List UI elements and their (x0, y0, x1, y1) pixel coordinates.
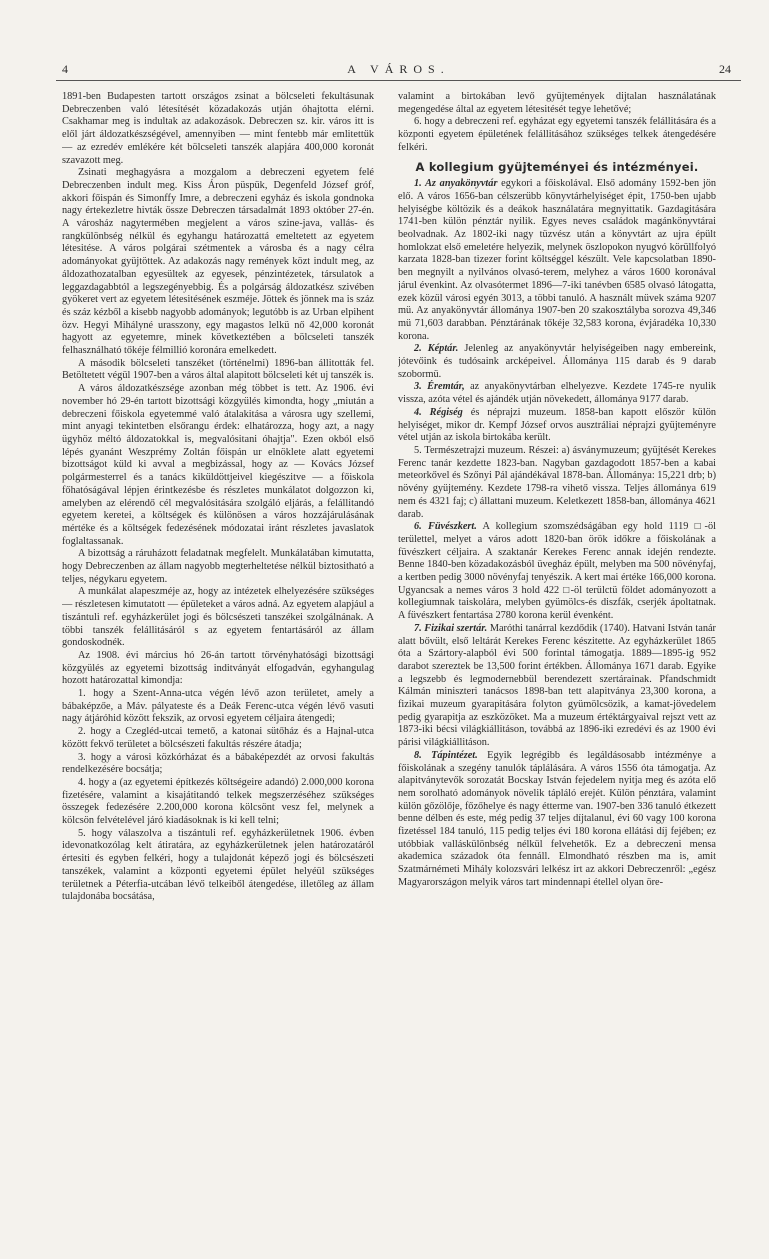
paragraph: A munkálat alapeszméje az, hogy az intézetek elhelyezésére szükséges — részletesen kimutatott — épületeket a város adná. Az egyetem alapjául a tiszántuli ref. egyházkerület jogi és bölcsészeti tanszékei szolgálnának. A többi tanszék felállitásáról s az egyetem fentartásáról az állam gondoskodnék. (62, 586, 374, 649)
item-text: Természetrajzi muzeum. Részei: a) ásványmuzeum; gyüjtését Kerekes Ferenc tanár kezdette 1823-ban. Nagyban gazdagodott 1857-ben a kabai meteorkővel és Szőnyi Pál ajándékával 1878-ban. Állománya: 15,221 drb; b) növény gyüjtemény. Kezdete 1798-ra vihető vissza. Teljes állománya 619 nem és 4321 faj; c) állattani muzeum. Keletkezett 1858-ban, állománya 4621 darab. (398, 444, 716, 520)
collection-item (398, 407, 716, 445)
page-header (56, 62, 741, 81)
collection-item (398, 521, 716, 623)
paragraph: A bizottság a ráruházott feladatnak megfelelt. Munkálatában kimutatta, hogy Debreczenben az állam nagyobb megterheltetése nélkül biztositható a teljes, négykaru egyetem. (62, 548, 374, 585)
item-text: Maróthi tanárral kezdődik (1740). Hatvani István tanár alatt bővült, első leltárát Kerekes Ferenc készitette. Az egyházkerület 1865 óta a Szártory-alapból évi 500 forintal támogatja. 1889—1895-ig 952 darabot szereztek be 13,500 forint értékben. Állománya 1671 darab. Egyike a legszebb és legmodernebbül berendezett szertárainak. Pfandschmidt Kálmán miniszteri tanácsos 1898-ban tett alapitványa 23,300 korona, a fizikai muzeum gyarapitására folyton gyümölcsözik, a kamat-jövedelem pedig gyarapitja az eszközöket. Ma a muzeum értéktárgyaival rejszt vett az 1873-iki bécsi világkiállitáson, továbbá az 1896-iki ezredévi és az 1900 évi párisi világkiállitáson. (398, 622, 716, 749)
list-item: 2. hogy a Czegléd-utcai temető, a katonai sütőház és a Hajnal-utca között fekvő területet a bölcsészeti fakultás részére átadja; (62, 726, 374, 750)
list-item: 5. hogy válaszolva a tiszántuli ref. egyházkerületnek 1906. évben idevonatkozólag kelt átiratára, az egyházkerületnek jelen határozatáról értesiti és egyben felkéri, hogy a tulajdonát képező jogi és bölcsészeti tanszékek, valamint a központi egyetemi épület helyéül szükséges területnek a Péterfia-utcában lévő telkeiből átengedése, illetőleg az állam tulajdonába bocsátása, (62, 827, 374, 903)
item-title: 3. Éremtár, (414, 381, 465, 393)
item-title: 8. Tápintézet. (414, 749, 478, 761)
collection-item (398, 750, 716, 890)
item-title: 2. Képtár. (414, 343, 459, 355)
item-title: 4. Régiség (414, 406, 463, 418)
running-title: A VÁROS. (347, 62, 450, 76)
paragraph: A város áldozatkészsége azonban még többet is tett. Az 1906. évi november hó 29-én tartott bizottsági közgyülés kimondta, hogy „miután a debreczeni főiskola egyetemmé való átalakitása a városra ugy szellemi, mint anyagi tekintetben elsőrangu érdek: elhatározza, hogy azt, a nagy ügyhöz méltó áldozatokkal is, megvalósitani óhajtja". Ezen okból első lépés gyanánt Weszprémy Zoltán főispán ur elnöklete alatt egyetemi bizottságot küld ki avval a megbizással, hogy az — Kovács József polgármesterrel és a tanács kiküldöttjeivel kiegészitve — a főiskola főhatóságával lépjen érintkezésbe és részletes munkálatot dolgozzon ki, amelyben az elérendő cél megvalósitására szolgáló eljárás, a felállitandó egyetem keretei, a költségek és különösen a város hozzájárulásának mértéke és a költségek fedezésének módozatai iránt részletes javaslatok foglaltassanak. (62, 383, 374, 547)
item-title: 5. (414, 444, 422, 456)
paragraph: Zsinati meghagyásra a mozgalom a debreczeni egyetem felé Debreczenben indult meg. Kiss Áron püspük, Degenfeld József gróf, akkori főispán és Simonffy Imre, a debreczeni egyház és iskola gondnoka nagy értekezletre hivták össze Debreczen társadalmát 1893 október 27-én. A városház nagytermében megjelent a város szine-java, vallás- és rangkülönbség nélkül és egyhangu határozattá emeltetett az egyetem létesitése. A város polgárai szétmentek a városba és a nagy célra adományokat gyüjtöttek. Az adakozás nagy remények közt indult meg, az áldozathozatalban egyesültek az egyesek, pénzintézetek, társulatok a leggazdagabbtól a legszegényebbig. És a polgárság áldozatkész szivében gyökeret vert az egyetem létesitésének eszméje. Jöttek és jönnek ma is száz és száz kézből a kisebb nagyobb adományok; legutóbb is az Urban elpihent özv. Hegyi Mihályné urasszony, egy magastos lelkü nő 42,000 koronát hagyott az egyetemre, minek következtében a bölcseleti tanszék felhasználható tőkéje félmillió koronára emelkedett. (62, 167, 374, 357)
collection-item (398, 178, 716, 343)
collection-item (398, 381, 716, 406)
list-item: 4. hogy a (az egyetemi építkezés költségeire adandó) 2.000,000 korona fizetésére, valamint a kisajátitandó telkek megszerzéséhez szükséges összegek fedezésére 2.200,000 korona kölcsönt vesz fel, melynek a kölcsön felvételével járó kiadásoknak is ki kell telni; (62, 776, 374, 827)
list-item: 3. hogy a városi közkórházat és a bábaképezdét az orvosi fakultás rendelkezésére bocsátja; (62, 751, 374, 776)
item-text: egykori a főiskolával. Első adomány 1592-ben jön elő. A város 1656-ban célszerübb könyvtárhelyiséget épit, 1750-ben ujabb helyiségbe költözik és a deákok használatára megnyittatik. Gazdagitására 1741-ben külön pénztár nyilik. Egyes neves családok magánkönyvtárai beolvadnak. Az 1802-iki nagy tüzvész után a könyvtárt az ujra épült homlokzat első emeletére helyezik, melynek öszlopokon nyugvó körüllfolyó karzata 1828-ban tizezer forint költséggel készült. Vele kapcsolatban 1890-ben megnyilt a nyilvános olvasó-terem, melyhez a város 1600 koronával járul évenkint. Az olvasótermet 1896—7-iki tanévben 6585 olvasó látogatta, ezek közül városi egyén 3013, a többi tanuló. A használt müvek száma 9207 mü. Az anyakönyvtár állománya 1907-ben 20 szakosztályba sorozva 49,346 mü 71,603 darabban. Pénztárának tőkéje 32,583 korona, évjáradéka 10,330 korona. (398, 178, 716, 342)
item-text: Jelenleg az anyakönyvtár helyiségeiben nagy embereink, jótevőink és tudósaink arcképeivel. Állománya 115 darab és 9 darab szobormü. (398, 343, 716, 380)
paragraph: A második bölcseleti tanszéket (történelmi) 1896-ban állitották fel. Betöltetett végül 1907-ben a város által alapitott bölcseleti két uj tanszék is. (62, 357, 374, 382)
item-title: 7. Fizikai szertár. (414, 622, 488, 634)
item-text: az anyakönyvtárban elhelyezve. Kezdete 1745-re nyulik vissza, azóta vétel és ajándék utján növekedett, állománya 9177 darab. (398, 381, 716, 406)
item-title: 1. Az anyakönyvtár (414, 178, 498, 190)
item-text: A kollegium szomszédságában egy hold 1119 □-öl területtel, melyet a város adott 1820-ban örök időkre a főiskolának a füvészkert céljaira. A szaktanár Kerekes Ferenc annak idején rendezte. Benne 1840-ben közadakozásból üvegház épült, melyben ma 500 növényfaj, a kertben pedig 3000 növényfaj tenyészik. A kert mai értéke 166,000 korona. Ugyancsak a nemes város 3 hold 422 □-öl terülctü földet adományozott a kollegiumnak taiskolára, melyben gyümölcs-és diszfák, cserjék ápoltatnak. A füvészkert fentartása 2780 korona kerül évenként. (398, 521, 716, 622)
section-heading: A kollegium gyüjteményei és intézményei. (415, 159, 699, 174)
list-item: 1. hogy a Szent-Anna-utca végén lévő azon területet, amely a bábaképzőe, a Máv. pályateste és a Deák Ferenc-utca végén lévő vasuti nagy átjáróhid között fekszik, az orvosi egyetem céljaira átengedi; (62, 688, 374, 725)
collection-item (398, 445, 716, 521)
right-column (398, 91, 716, 1237)
paragraph: 1891-ben Budapesten tartott országos zsinat a bölcseleti fekultásunak Debreczenben való létesítését közadakozás utján óhajtotta elérni. Csakhamar meg is indultak az adakozások. Debreczen sz. kir. város itt is elől járt áldozatkészségével, amennyiben — mint fentebb már emlitettük — az ezredév emlékére két bölcseleti tanszék alapjára 400,000 koronát szavazott meg. (62, 91, 374, 166)
header-left-mark: 4 (62, 62, 68, 76)
paragraph: Az 1908. évi március hó 26-án tartott törvényhatósági bizottsági közgyülés az egyetemi bizottság inditványát elfogadván, egyhangulag hozott határozattal kimondja: (62, 649, 374, 687)
collection-item (398, 623, 716, 750)
collection-item (398, 343, 716, 381)
item-title: 6. Füvészkert. (414, 521, 477, 533)
page-number: 24 (719, 62, 731, 76)
paragraph: valamint a birtokában levő gyüjtemények dijtalan használatának megengedése által az egyetem létesitését tegye lehetővé; (398, 91, 716, 115)
item-text: és néprajzi muzeum. 1858-ban kapott először külön helyiséget, mikor dr. Kempf József orvos ausztráliai néprajzi gyüjteményre vétel utján az iskola birtokába került. (398, 406, 716, 444)
list-item: 6. hogy a debreczeni ref. egyházat egy egyetemi tanszék felállitására és a központi egyetem épületének felállitásához szükséges telkek átengedésére felkéri. (398, 116, 716, 153)
left-column (62, 91, 374, 1237)
item-text: Egyik legrégibb és legáldásosabb intézménye a főiskolának a szegény tanulók táplálására. A város 1556 óta támogatja. Az alapitványtevők sorozatát Bocskay István fejedelem nyitja meg és azóta elő nem sorolható adományok növelik tápláló erejét. Külön pénztára, valamint külön gőzölője, főzőhelye és nagy étterme van. 1907-ben 336 tanuló étkezett benne délben és este, még pedig 37 teljes díjtalanul, évi 60 vagy 100 korona fizetéssel 184 tanuló, 115 pedig teljes évi 180 korona ellátási díj fejében; ez utóbbiak valláskülönbség nélkül felvehetők. Ez a debreczeni mensa akademica századok óta fennáll. Elmondható részben ma is, amit Szatmárnémeti Mihály kolozsvári lelkész irt az akkori Debreczenről: „egész Magyarországon melyik város tart mindennapi étellel olyan öre- (398, 749, 716, 888)
